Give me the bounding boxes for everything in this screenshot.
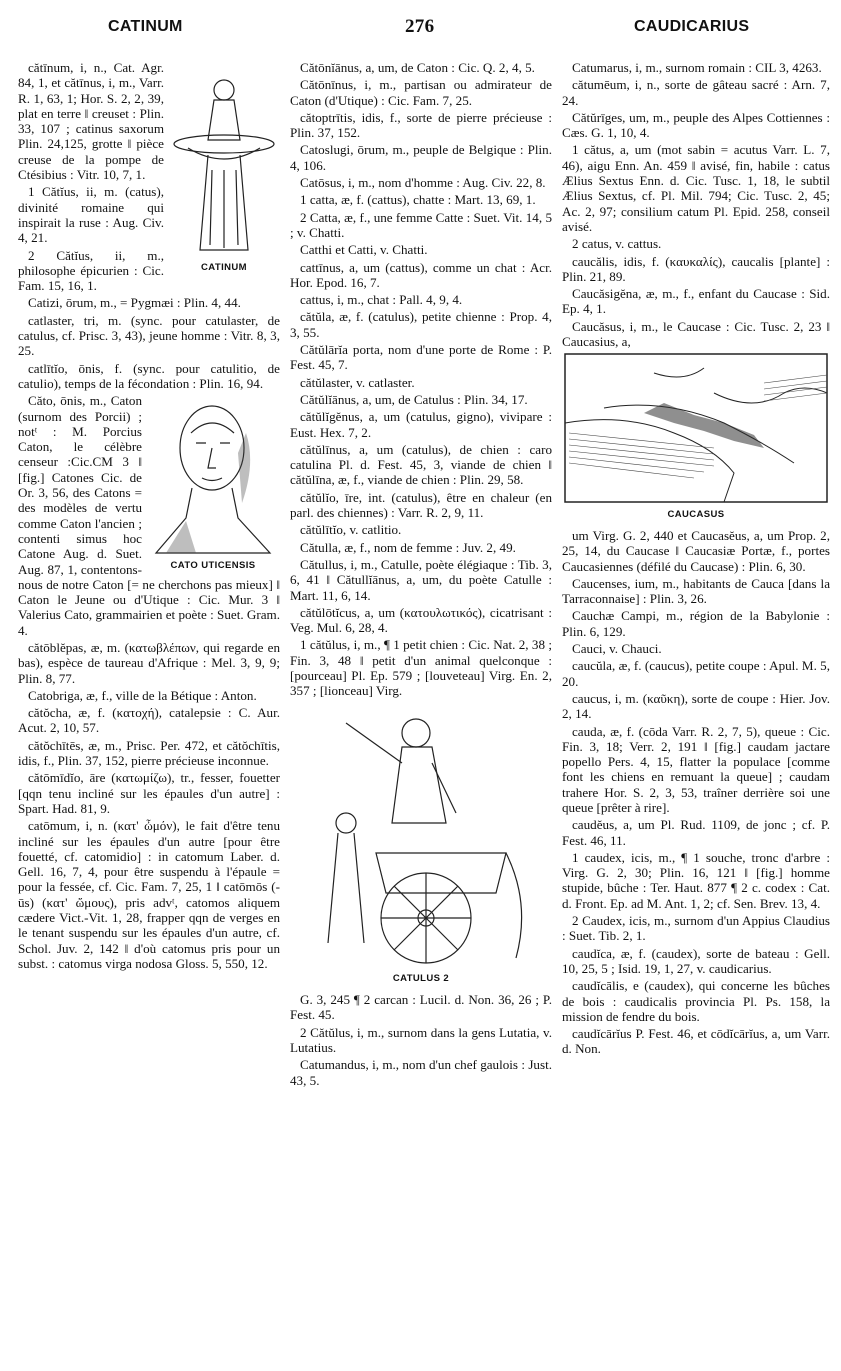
entry: cătŭlaster, v. catlaster. [300, 374, 415, 390]
entry: 1 cătŭlus, i, m., ¶ 1 petit chien : Cic. Nat. 2, 38 ; Fin. 3, 48 ‖ petit d'un animal quelconque : [pourceau] Pl. Ep. 579 ; [louveteau] Virg. En. 2, 357 ; [lionceau] Virg. [290, 637, 552, 699]
entry: cătŏcha, æ, f. (κατοχή), catalepsie : C. Aur. Acut. 2, 10, 57. [18, 705, 280, 736]
entry: cattīnus, a, um (cattus), comme un chat : Acr. Hor. Epod. 16, 7. [290, 259, 552, 290]
entry: caudĭcālis, e (caudex), qui concerne les bûches de bois : caudicalis provincia Pl. Ps. 158, la mission de fendre du bois. [562, 978, 830, 1024]
entry: 2 Catta, æ, f., une femme Catte : Suet. Vit. 14, 5 ; v. Chatti. [290, 209, 552, 240]
page-header [0, 18, 841, 48]
entry: cătŭlĭo, īre, int. (catulus), être en chaleur (en parl. des chiennes) : Varr. R. 2, 9, 11. [290, 489, 552, 521]
entry: cătŭla, æ, f. (catulus), petite chienne : Prop. 4, 3, 55. [290, 309, 552, 340]
entry: cătŭlĭgĕnus, a, um (catulus, gigno), vivipare : Eust. Hex. 7, 2. [290, 409, 552, 440]
entry: 2 Cătĭus, ii, m., philosophe épicurien : Cic. Fam. 15, 16, 1. [18, 247, 164, 294]
page-number: 276 [405, 16, 435, 37]
column-1 [18, 60, 280, 973]
entry: Catobriga, æ, f., ville de la Bétique : Anton. [28, 687, 257, 703]
entry: cătīnum, i, n., Cat. Agr. 84, 1, et cătīnus, i, m., Varr. R. 1, 63, 1; Hor. S. 2, 2, 39, plat en terre ‖ creuset : Plin. 33, 107 ; catinus saxorum Plin. 24,125, grotte ‖ pièce creuse de la pompe de Ctésibius : Vitr. 10, 7, 1. [18, 60, 164, 183]
entry: 1 catta, æ, f. (cattus), chatte : Mart. 13, 69, 1. [300, 192, 536, 208]
caucasus-map-illustration [564, 353, 828, 503]
entry: 2 catus, v. cattus. [572, 236, 662, 252]
entry: 2 Cătŭlus, i, m., surnom dans la gens Lutatia, v. Lutatius. [290, 1024, 552, 1056]
entry: caudĕus, a, um Pl. Rud. 1109, de jonc ; cf. P. Fest. 46, 11. [562, 817, 830, 848]
entry: Cătŭrīges, um, m., peuple des Alpes Cottiennes : Cæs. G. 1, 10, 4. [562, 109, 830, 141]
entry: 2 Caudex, icis, m., surnom d'un Appius Claudius : Suet. Tib. 2, 1. [562, 913, 830, 944]
entry: catōmum, i, n. (κατ' ὦμόν), le fait d'être tenu incliné sur les épaules d'un autre [pour être fouetté, cf. catomidio] : in catomum Laber. d. Gell. 16, 7, 4, pour être suspendu à l'épaule = pour la fessée, cf. Cic. Fam. 7, 25, 1 ‖ catōmōs (-ūs) (κατ' ὤμους), pris advᵗ, catomos aliquem cædere Vict.-Vit. 1, 28, frapper qqn de verges en le tenant suspendu sur les épaules d'un autre, cf. Schol. Juv. 2, 142 ‖ d'où catomus pris pour un subst. : catomus virga nodosa Gloss. 5, 550, 12. [18, 818, 280, 971]
entry: caucŭla, æ, f. (caucus), petite coupe : Apul. M. 5, 20. [562, 658, 830, 689]
catinum-illustration [168, 60, 280, 260]
entry: 1 caudex, icis, m., ¶ 1 souche, tronc d'arbre : Virg. G. 2, 30; Plin. 16, 121 ‖ [fig.] homme stupide, bûche : Ter. Haut. 877 ¶ 2 c. codex : Cat. d. Front. Ep. ad M. Ant. 1, 2; cf. Sen. Brev. 13, 4. [562, 849, 830, 911]
entry: catlaster, tri, m. (sync. pour catulaster, de catulus, cf. Prisc. 3, 43), jeune homme : Vitr. 8, 3, 25. [18, 312, 280, 359]
entry: catlītĭo, ōnis, f. (sync. pour catulitio, de catulio), temps de la fécondation : Plin. 16, 94. [18, 360, 280, 391]
entry: cauda, æ, f. (cōda Varr. R. 2, 7, 5), queue : Cic. Fin. 3, 18; Verr. 2, 191 ‖ [fig.] caudam jactare popello Pers. 4, 15, flatter la populace [comme font les chiens en remuant la queue] ; caudam trahere Hor. S. 2, 3, 53, traîner derrière soi une queue [prêter à rire]. [562, 723, 830, 815]
entry: Caucăsus, i, m., le Caucase : Cic. Tusc. 2, 23 ‖ Caucasius, a, [562, 318, 830, 350]
entry: Cătōnĭānus, a, um, de Caton : Cic. Q. 2, 4, 5. [300, 60, 535, 75]
entry: 1 cătus, a, um (mot sabin = acutus Varr. L. 7, 46), aigu Enn. An. 459 ‖ avisé, fin, habile : catus Ælius Sextus Enn. d. Cic. Tusc. 1, 18, le subtil Ælius Sextus, cf. Pl. Mil. 794; Cic. Tusc. 2, 45; Ac. 2, 97; consilium catum Pl. Epid. 258, conseil avisé. [562, 142, 830, 234]
figure-catinum [168, 60, 280, 275]
caption-catulus: CATULUS 2 [392, 972, 450, 984]
entry: Catumandus, i, m., nom d'un chef gaulois : Just. 43, 5. [290, 1057, 552, 1088]
entry: Cauci, v. Chauci. [572, 641, 662, 657]
entry: um Virg. G. 2, 440 et Caucasĕus, a, um Prop. 2, 25, 14, du Caucase ‖ Caucasiæ Portæ, f., portes Caucasiennes (défilé du Caucase) : Plin. 6, 30. [562, 527, 830, 574]
entry: caudĭca, æ, f. (caudex), sorte de bateau : Gell. 10, 25, 5 ; Isid. 19, 1, 27, v. caudicarius. [562, 945, 830, 976]
entry: Catōsus, i, m., nom d'homme : Aug. Civ. 22, 8. [300, 175, 546, 191]
cato-bust-illustration [146, 393, 280, 558]
running-head-left: CATINUM [108, 18, 183, 35]
entry: cattus, i, m., chat : Pall. 4, 9, 4. [300, 292, 463, 308]
entry: Cătŭlārĭa porta, nom d'une porte de Rome : P. Fest. 45, 7. [290, 342, 552, 373]
entry: cătŭlīnus, a, um (catulus), de chien : caro catulina Pl. d. Fest. 45, 3, viande de chien ‖ cătŭlīna, æ, f., viande de chien : Plin. 29, 58. [290, 441, 552, 488]
entry: caudĭcārĭus P. Fest. 46, et cōdĭcārĭus, a, um Varr. d. Non. [562, 1026, 830, 1057]
entry: Caucenses, ium, m., habitants de Cauca [dans la Tarraconnaise] : Plin. 3, 26. [562, 575, 830, 607]
entry: Catthi et Catti, v. Chatti. [300, 242, 428, 258]
entry: cătŏchītēs, æ, m., Prisc. Per. 472, et cătŏchītis, idis, f., Plin. 37, 152, pierre précieuse inconnue. [18, 737, 280, 769]
caption-caucasus: CAUCASUS [667, 508, 725, 520]
entry: caucus, i, m. (καῦκη), sorte de coupe : Hier. Jov. 2, 14. [562, 690, 830, 722]
entry: cătōmīdĭo, āre (κατωμίζω), tr., fesser, fouetter [qqn tenu incliné sur les épaules d'un autre] : Spart. Had. 81, 9. [18, 770, 280, 816]
entry: cătoptrītis, idis, f., sorte de pierre précieuse : Plin. 37, 152. [290, 109, 552, 141]
entry: Cauchæ Campi, m., région de la Babylonie : Plin. 6, 129. [562, 608, 830, 639]
figure-cato [146, 393, 280, 573]
figure-catulus [290, 703, 552, 987]
entry: Cătulla, æ, f., nom de femme : Juv. 2, 49. [300, 539, 516, 555]
entry: Cătullus, i, m., Catulle, poète élégiaque : Tib. 3, 6, 41 ‖ Cătullĭānus, a, um, du poète Catulle : Mart. 11, 6, 14. [290, 556, 552, 603]
column-3 [562, 60, 830, 1059]
entry: Cătōnīnus, i, m., partisan ou admirateur de Caton (d'Utique) : Cic. Fam. 7, 25. [290, 77, 552, 108]
column-2 [290, 60, 552, 1090]
entry: G. 3, 245 ¶ 2 carcan : Lucil. d. Non. 36, 26 ; P. Fest. 45. [290, 992, 552, 1023]
figure-caucasus [562, 353, 830, 522]
caption-catinum: CATINUM [201, 262, 247, 273]
entry: Caucăsigĕna, æ, m., f., enfant du Caucase : Sid. Ep. 4, 1. [562, 286, 830, 317]
entry: cătŭlītĭo, v. catlitio. [300, 522, 402, 538]
entry: cătōblĕpas, æ, m. (κατωβλέπων, qui regarde en bas), espèce de taureau d'Afrique : Mel. 3, 9, 9; Plin. 8, 77. [18, 639, 280, 686]
entry: cătumēum, i, n., sorte de gâteau sacré : Arn. 7, 24. [562, 77, 830, 108]
catulus-chariot-illustration [306, 703, 536, 968]
entry: 1 Cătĭus, ii, m. (catus), divinité romaine qui inspirait la ruse : Aug. Civ. 4, 21. [18, 184, 164, 246]
entry: caucălis, idis, f. (καυκαλίς), caucalis [plante] : Plin. 21, 89. [562, 253, 830, 284]
entry: Catoslugi, ōrum, m., peuple de Belgique : Plin. 4, 106. [290, 142, 552, 173]
entry: Catumarus, i, m., surnom romain : CIL 3, 4263. [572, 60, 822, 75]
caption-cato: CATO UTICENSIS [170, 560, 256, 572]
entry: Căto, ōnis, m., Caton (surnom des Porcii) ; notᵗ : M. Porcius Caton, le célèbre censeur :Cic.CM 3 ‖ [fig.] Catones Cic. de Or. 3, 56, des Catons = des modèles de vertu comme Caton l'ancien ; contenti simus hoc Catone Aug. d. Suet. Aug. 87, 1, contentons-nous de notre Caton [= ne cherchons pas mieux] ‖ Caton le Jeune ou d'Utique : Cic. Mur. 3 ‖ Valerius Cato, grammairien et poète : Suet. Gram. 4. [18, 393, 280, 638]
entry: cătŭlōtĭcus, a, um (κατουλωτικός), cicatrisant : Veg. Mul. 6, 28, 4. [290, 604, 552, 636]
running-head-right: CAUDICARIUS [634, 18, 750, 35]
entry: Cătŭlĭānus, a, um, de Catulus : Plin. 34, 17. [300, 391, 528, 407]
entry: Catizi, ōrum, m., = Pygmæi : Plin. 4, 44. [28, 295, 241, 311]
